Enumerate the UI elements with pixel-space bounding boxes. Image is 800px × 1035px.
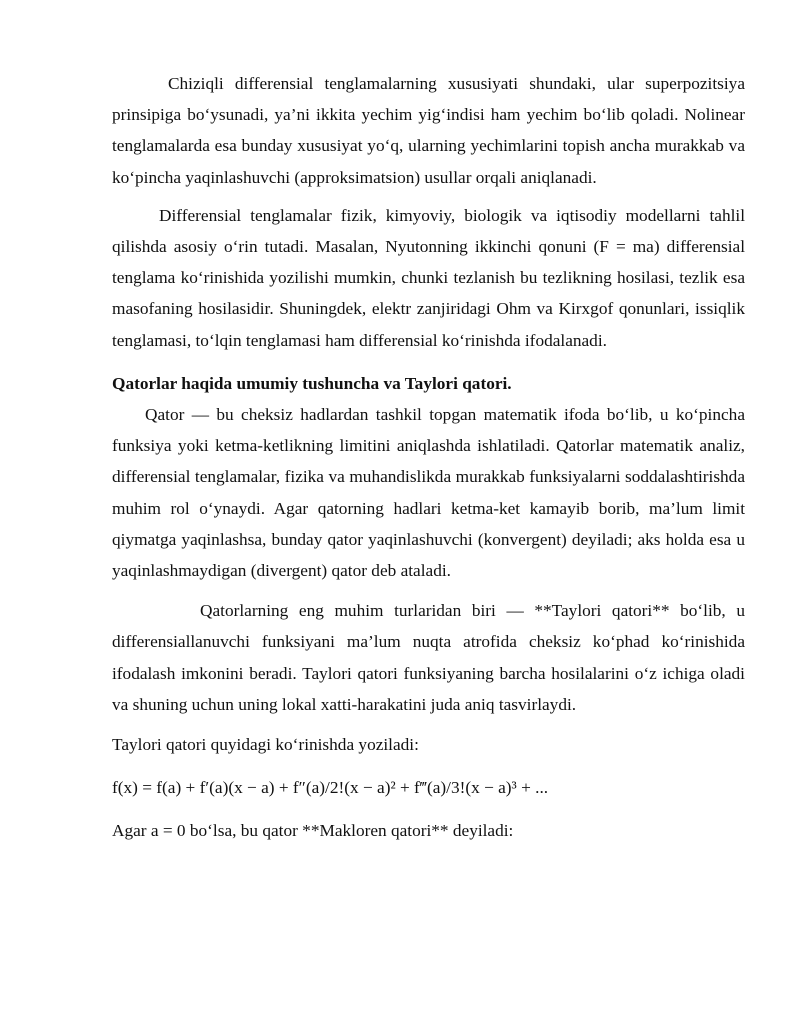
taylor-formula: f(x) = f(a) + f′(a)(x − a) + f″(a)/2!(x − a)² + f‴(a)/3!(x − a)³ + ... bbox=[112, 778, 549, 798]
paragraph-taylor-intro: Taylori qatori quyidagi ko‘rinishda yoziladi: bbox=[112, 735, 419, 755]
paragraph-series-definition: Qator — bu cheksiz hadlardan tashkil topgan matematik ifoda bo‘lib, u ko‘pincha funksiya yoki ketma-ketlikning limitini aniqlashda ishlatiladi. Qatorlar matematik analiz, differensial tenglamalar, fizika va muhandislikda murakkab funksiyalarni soddalashtirishda muhim rol o‘ynaydi. Agar qatorning hadlari ketma-ket kamayib borib, ma’lum limit qiymatga yaqinlashsa, bunday qator yaqinlashuvchi (konvergent) deyiladi; aks holda esa u yaqinlashmaydigan (divergent) qator deb ataladi. bbox=[112, 405, 745, 581]
paragraph-taylor-series: Qatorlarning eng muhim turlaridan biri — **Taylori qatori** bo‘lib, u differensiallanuvchi funksiyani ma’lum nuqta atrofida cheksiz ko‘phad ko‘rinishida ifodalash imkonini beradi. Taylori qatori funksiyaning barcha hosilalarini o‘z ichiga oladi va shuning uchun uning lokal xatti-harakatini juda aniq tasvirlaydi. bbox=[112, 601, 745, 714]
document-page bbox=[112, 68, 745, 847]
paragraph-maclaurin: Agar a = 0 bo‘lsa, bu qator **Makloren qatori** deyiladi: bbox=[112, 821, 514, 841]
paragraph-applications: Differensial tenglamalar fizik, kimyoviy, biologik va iqtisodiy modellarni tahlil qilishda asosiy o‘rin tutadi. Masalan, Nyutonning ikkinchi qonuni (F = ma) differensial tenglama ko‘rinishida yozilishi mumkin, chunki tezlanish bu tezlikning hosilasi, tezlik esa masofaning hosilasidir. Shuningdek, elektr zanjiridagi Ohm va Kirxgof qonunlari, issiqlik tenglamasi, to‘lqin tenglamasi ham differensial ko‘rinishda ifodalanadi. bbox=[112, 205, 745, 350]
section-heading: Qatorlar haqida umumiy tushuncha va Taylori qatori. bbox=[112, 373, 512, 393]
paragraph-linear-equations: Chiziqli differensial tenglamalarning xususiyati shundaki, ular superpozitsiya prinsipiga bo‘ysunadi, ya’ni ikkita yechim yig‘indisi ham yechim bo‘lib qoladi. Nolinear tenglamalarda esa bunday xususiyat yo‘q, ularning yechimlarini topish ancha murakkab va ko‘pincha yaqinlashuvchi (approksimatsion) usullar orqali aniqlanadi. bbox=[112, 74, 745, 187]
